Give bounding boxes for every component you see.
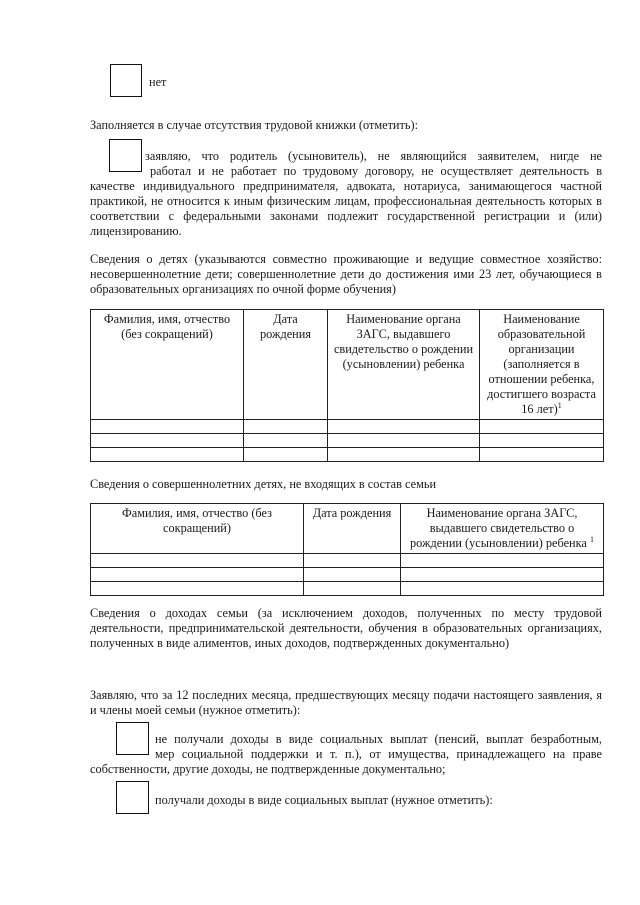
no-social-income-line-1: не получали доходы в виде социальных выплат (пенсий, выплат безработным, <box>155 732 602 746</box>
table-cell[interactable] <box>91 420 244 434</box>
no-workbook-rest: качестве индивидуального предпринимателя, адвоката, нотариуса, занимающегося частной практикой, не относится к иным физическим лицам, профессиональная деятельность которых в соответствии с федеральными законами подлежит государственной регистрации и (или) лицензированию. <box>90 179 602 238</box>
table-row <box>91 582 604 596</box>
table-cell[interactable] <box>91 434 244 448</box>
children-col-name: Фамилия, имя, отчество (без сокращений) <box>91 310 244 420</box>
no-workbook-line-1: заявляю, что родитель (усыновитель), не являющийся заявителем, нигде не <box>145 149 602 163</box>
adult-children-col-registry-text: Наименование органа ЗАГС, выдавшего свидетельство о рождении (усыновлении) ребенка <box>410 506 587 550</box>
table-cell[interactable] <box>91 554 304 568</box>
table-cell[interactable] <box>244 420 328 434</box>
no-workbook-checkbox[interactable] <box>109 139 142 172</box>
children-col-registry: Наименование органа ЗАГС, выдавшего свидетельство о рождении (усыновлении) ребенка <box>328 310 480 420</box>
no-social-income-rest: собственности, другие доходы, не подтвержденные документально; <box>90 762 446 776</box>
children-col-birth-date: Дата рождения <box>244 310 328 420</box>
social-income-checkbox[interactable] <box>116 781 149 814</box>
table-cell[interactable] <box>328 420 480 434</box>
table-cell[interactable] <box>480 448 604 462</box>
table-cell[interactable] <box>91 582 304 596</box>
adult-children-col-registry <box>401 504 604 554</box>
social-income-label: получали доходы в виде социальных выплат (нужное отметить): <box>155 793 493 807</box>
no-social-income-line-2: мер социальной поддержки и т. п.), от имущества, принадлежащего на праве <box>155 747 602 761</box>
income-heading: Сведения о доходах семьи (за исключением доходов, полученных по месту трудовой деятельности, предпринимательской деятельности, обучения в образовательных организациях, полученных в виде алиментов, иных доходов, подтвержденных документально) <box>90 606 602 650</box>
table-cell[interactable] <box>244 434 328 448</box>
adult-children-col-birth-date: Дата рождения <box>304 504 401 554</box>
table-cell[interactable] <box>91 568 304 582</box>
children-col-education <box>480 310 604 420</box>
table-row <box>91 554 604 568</box>
children-table <box>90 309 604 462</box>
no-social-income-checkbox[interactable] <box>116 722 149 755</box>
table-cell[interactable] <box>304 568 401 582</box>
adult-children-heading: Сведения о совершеннолетних детях, не входящих в состав семьи <box>90 477 437 491</box>
table-row <box>91 434 604 448</box>
table-cell[interactable] <box>480 434 604 448</box>
income-declaration: Заявляю, что за 12 последних месяца, предшествующих месяцу подачи настоящего заявления, я и члены моей семьи (нужное отметить): <box>90 688 602 717</box>
no-workbook-line-2: работал и не работает по трудовому договору, не осуществляет деятельность в <box>150 164 602 178</box>
table-cell[interactable] <box>401 582 604 596</box>
no-checkbox[interactable] <box>110 64 142 97</box>
footnote-marker: 1 <box>589 534 594 544</box>
table-cell[interactable] <box>91 448 244 462</box>
table-row <box>91 568 604 582</box>
table-cell[interactable] <box>401 568 604 582</box>
table-cell[interactable] <box>401 554 604 568</box>
table-cell[interactable] <box>304 554 401 568</box>
no-workbook-heading: Заполняется в случае отсутствия трудовой книжки (отметить): <box>90 118 419 132</box>
footnote-marker: 1 <box>557 400 562 410</box>
table-cell[interactable] <box>244 448 328 462</box>
table-cell[interactable] <box>328 448 480 462</box>
table-cell[interactable] <box>328 434 480 448</box>
adult-children-col-name: Фамилия, имя, отчество (без сокращений) <box>91 504 304 554</box>
adult-children-table <box>90 503 604 596</box>
table-cell[interactable] <box>304 582 401 596</box>
children-heading: Сведения о детях (указываются совместно проживающие и ведущие совместное хозяйство: несовершеннолетние дети; совершеннолетние дети до достижения ими 23 лет, обучающиеся в образовательных организациях по очной форме обучения) <box>90 252 602 296</box>
children-col-education-text: Наименование образовательной организации (заполняется в отношении ребенка, достигшего возраста 16 лет) <box>487 312 596 416</box>
table-cell[interactable] <box>480 420 604 434</box>
table-row <box>91 448 604 462</box>
no-label: нет <box>149 75 167 89</box>
table-row <box>91 420 604 434</box>
